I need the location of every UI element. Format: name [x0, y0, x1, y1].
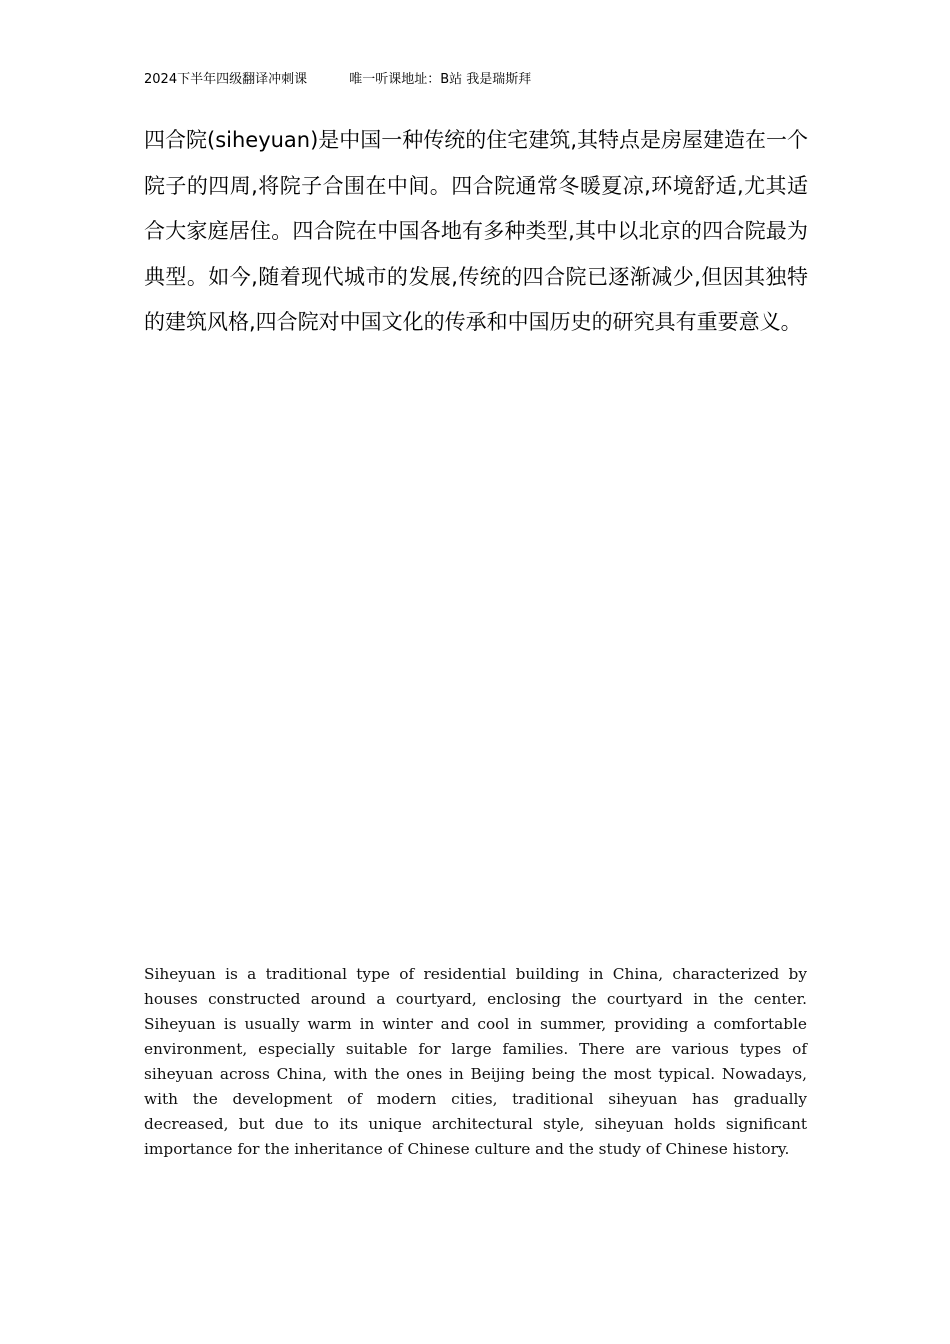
course-title: 2024下半年四级翻译冲刺课	[144, 72, 308, 87]
page-header	[144, 70, 824, 90]
english-translation: Siheyuan is a traditional type of residential building in China, characterized by houses constructed around a courtyard, enclosing the courtyard in the center. Siheyuan is usually warm in winter and cool in summer, providing a comfortable environment, especially suitable for large families. There are various types of siheyuan across China, with the ones in Beijing being the most typical. Nowadays, with the development of modern cities, traditional siheyuan has gradually decreased, but due to its unique architectural style, siheyuan holds significant importance for the inheritance of Chinese culture and the study of Chinese history.	[144, 965, 807, 1158]
chinese-passage: 四合院(siheyuan)是中国一种传统的住宅建筑,其特点是房屋建造在一个院子的四周,将院子合围在中间。四合院通常冬暖夏凉,环境舒适,尤其适合大家庭居住。四合院在中国各地有多种类型,其中以北京的四合院最为典型。如今,随着现代城市的发展,传统的四合院已逐渐减少,但因其独特的建筑风格,四合院对中国文化的传承和中国历史的研究具有重要意义。	[144, 128, 808, 335]
course-source: 唯一听课地址：B站 我是瑞斯拜	[349, 72, 532, 87]
